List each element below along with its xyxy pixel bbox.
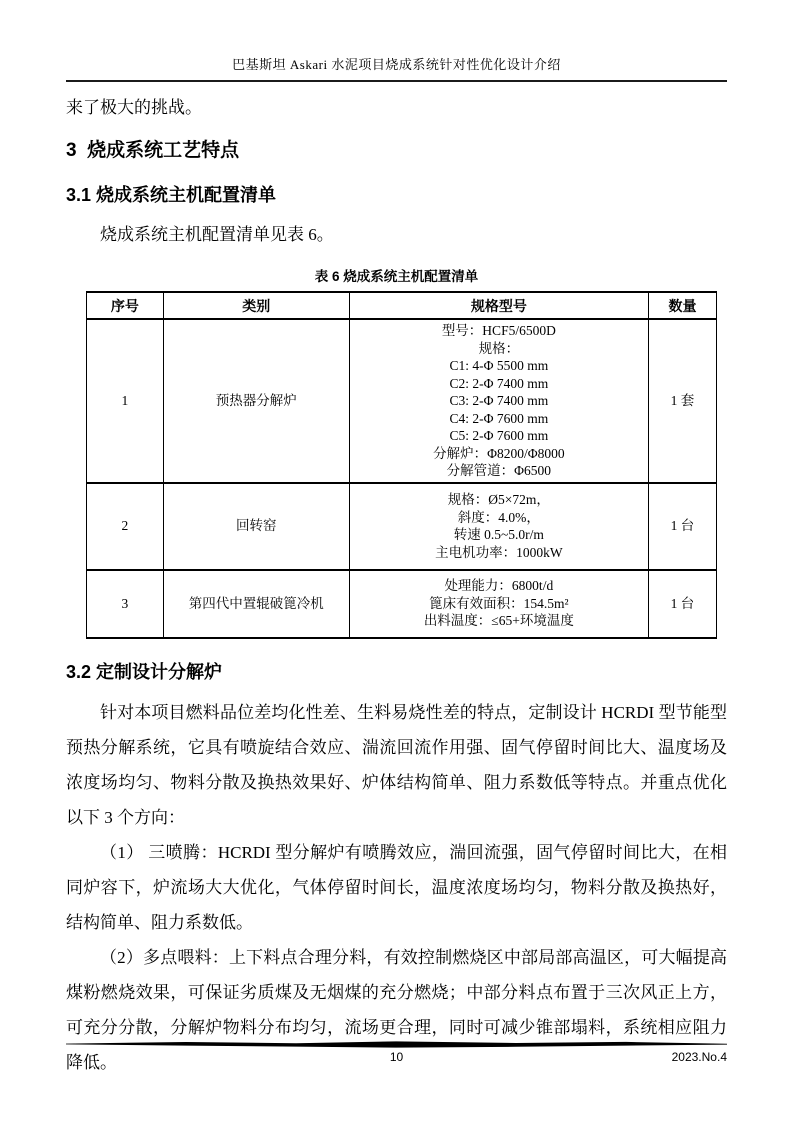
spec-line: C4: 2-Φ 7600 mm bbox=[449, 410, 549, 426]
issue-number: 2023.No.4 bbox=[671, 1050, 727, 1064]
cell-category: 预热器分解炉 bbox=[163, 319, 349, 483]
cell-qty: 1 台 bbox=[648, 483, 716, 570]
spec-line: 分解管道：Φ6500 bbox=[446, 463, 552, 478]
spec-line: C5: 2-Φ 7600 mm bbox=[449, 428, 549, 443]
paragraph: 针对本项目燃料品位差均化性差、生料易烧性差的特点，定制设计 HCRDI 型节能型预热分解系统，它具有喷旋结合效应、湍流回流作用强、固气停留时间比大、温度场及浓度场均匀、物料分散及换热效果好、炉体结构简单、阻力系数低等特点。并重点优化以下 3 个方向： bbox=[66, 702, 727, 827]
section-heading-3-2: 3.2 定制设计分解炉 bbox=[66, 661, 223, 682]
spec-line: 处理能力：6800t/d bbox=[444, 578, 554, 594]
table-row bbox=[87, 570, 717, 638]
table-row bbox=[87, 319, 717, 483]
col-header-qty: 数量 bbox=[648, 292, 716, 319]
footer-row bbox=[66, 1050, 727, 1066]
spec-line: 斜度：4.0%， bbox=[457, 509, 540, 525]
cell-serial: 1 bbox=[87, 319, 164, 483]
section-3-2-body bbox=[66, 695, 727, 1080]
col-header-serial: 序号 bbox=[87, 292, 164, 319]
section-heading-3: 3 烧成系统工艺特点 bbox=[66, 140, 240, 161]
spec-line: 型号：HCF5/6500D bbox=[441, 323, 556, 338]
spec-line: 分解炉：Φ8200/Φ8000 bbox=[433, 445, 565, 461]
page-footer bbox=[66, 1041, 727, 1066]
cell-spec bbox=[349, 483, 648, 570]
paragraph-table-intro: 烧成系统主机配置清单见表 6。 bbox=[100, 225, 334, 244]
col-header-spec: 规格型号 bbox=[349, 292, 648, 319]
footer-rule bbox=[66, 1041, 727, 1048]
cell-qty: 1 套 bbox=[648, 319, 716, 483]
table-caption: 表 6 烧成系统主机配置清单 bbox=[314, 269, 479, 284]
spec-line: 规格： bbox=[478, 340, 520, 356]
cell-serial: 2 bbox=[87, 483, 164, 570]
cell-qty: 1 台 bbox=[648, 570, 716, 638]
spec-line: C2: 2-Φ 7400 mm bbox=[449, 375, 549, 391]
spec-line: 主电机功率：1000kW bbox=[435, 544, 563, 560]
running-header bbox=[66, 0, 727, 82]
col-header-category: 类别 bbox=[163, 292, 349, 319]
spec-line: C3: 2-Φ 7400 mm bbox=[449, 393, 549, 408]
spec-line: 转速 0.5~5.0r/m bbox=[453, 527, 544, 542]
cell-spec bbox=[349, 319, 648, 483]
section-heading-3-1: 3.1 烧成系统主机配置清单 bbox=[66, 185, 277, 205]
table-header-row bbox=[87, 292, 717, 319]
cell-category: 第四代中置辊破篦冷机 bbox=[163, 570, 349, 638]
spec-line: C1: 4-Φ 5500 mm bbox=[449, 358, 549, 373]
spec-line: 出料温度：≤65+环境温度 bbox=[423, 613, 574, 629]
paragraph-dangling: 来了极大的挑战。 bbox=[66, 98, 202, 117]
spec-line: 规格：Ø5×72m， bbox=[447, 492, 550, 507]
cell-category: 回转窑 bbox=[163, 483, 349, 570]
paragraph: （2）多点喂料：上下料点合理分料，有效控制燃烧区中部局部高温区，可大幅提高煤粉燃烧效果，可保证劣质煤及无烟煤的充分燃烧；中部分料点布置于三次风正上方，可充分分散，分解炉物料分布均匀，流场更合理，同时可减少锥部塌料，系统相应阻力降低。 bbox=[66, 947, 727, 1072]
equipment-config-table bbox=[86, 291, 717, 639]
table-row bbox=[87, 483, 717, 570]
cell-spec bbox=[349, 570, 648, 638]
page-number: 10 bbox=[389, 1050, 404, 1064]
running-title: 巴基斯坦 Askari 水泥项目烧成系统针对性优化设计介绍 bbox=[232, 57, 561, 72]
spec-line: 篦床有效面积：154.5m² bbox=[429, 595, 569, 611]
paragraph: （1） 三喷腾：HCRDI 型分解炉有喷腾效应，湍回流强，固气停留时间比大，在相同炉容下，炉流场大大优化，气体停留时间长，温度浓度场均匀，物料分散及换热好，结构简单、阻力系数低。 bbox=[66, 842, 727, 932]
cell-serial: 3 bbox=[87, 570, 164, 638]
